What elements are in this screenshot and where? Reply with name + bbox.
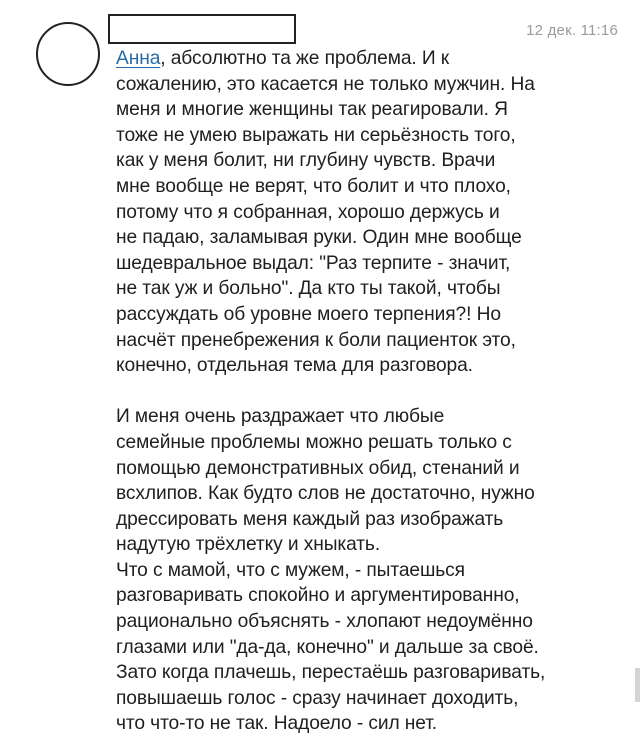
comment-line: семейные проблемы можно решать только с [116, 431, 512, 453]
mention-link[interactable]: Анна [116, 48, 161, 69]
author-name-redacted[interactable] [108, 14, 296, 44]
comment-line: как у меня болит, ни глубину чувств. Врачи [116, 150, 496, 172]
comment-line: потому что я собранная, хорошо держусь и [116, 201, 500, 223]
comment-line: меня и многие женщины так реагировали. Я [116, 99, 508, 121]
comment-line: Зато когда плачешь, перестаёшь разговаривать, [116, 662, 546, 684]
paragraph-gap [116, 379, 626, 405]
comment-line: всхлипов. Как будто слов не достаточно, нужно [116, 483, 535, 505]
comment-line: мне вообще не верят, что болит и что плохо, [116, 175, 511, 197]
comment-line: помощью демонстративных обид, стенаний и [116, 457, 520, 479]
comment-line: не так уж и больно". Да кто ты такой, чтобы [116, 278, 501, 300]
comment-line: И меня очень раздражает что любые [116, 406, 445, 428]
comment-line: конечно, отдельная тема для разговора. [116, 355, 473, 377]
scrollbar-thumb[interactable] [635, 668, 640, 702]
comment-line: сожалению, это касается не только мужчин. На [116, 73, 535, 95]
comment-line: не падаю, заламывая руки. Один мне вообще [116, 227, 522, 249]
comment-line: разговаривать спокойно и аргументированно, [116, 585, 520, 607]
comment-line: Что с мамой, что с мужем, - пытаешься [116, 559, 465, 581]
comment-line: насчёт пренебрежения к боли пациенток это, [116, 329, 516, 351]
avatar[interactable] [36, 22, 100, 86]
comment-line: рассуждать об уровне моего терпения?! Но [116, 303, 501, 325]
comment-line: что что-то не так. Надоело - сил нет. [116, 713, 437, 735]
comment-line: тоже не умею выражать ни серьёзность того, [116, 124, 516, 146]
comment-line: дрессировать меня каждый раз изображать [116, 508, 504, 530]
comment-line: шедевральное выдал: "Раз терпите - значит, [116, 252, 511, 274]
timestamp: 12 дек. 11:16 [526, 22, 618, 39]
comment-line-1 [116, 46, 626, 72]
comment-line: надутую трёхлетку и хныкать. [116, 534, 381, 556]
comment-line: повышаешь голос - сразу начинает доходить, [116, 687, 519, 709]
comment-body [116, 46, 626, 737]
comment-text: , абсолютно та же проблема. И к [160, 48, 450, 69]
comment-line: рационально объяснять - хлопают недоумённо [116, 611, 533, 633]
comment-line: глазами или "да-да, конечно" и дальше за своё. [116, 636, 539, 658]
